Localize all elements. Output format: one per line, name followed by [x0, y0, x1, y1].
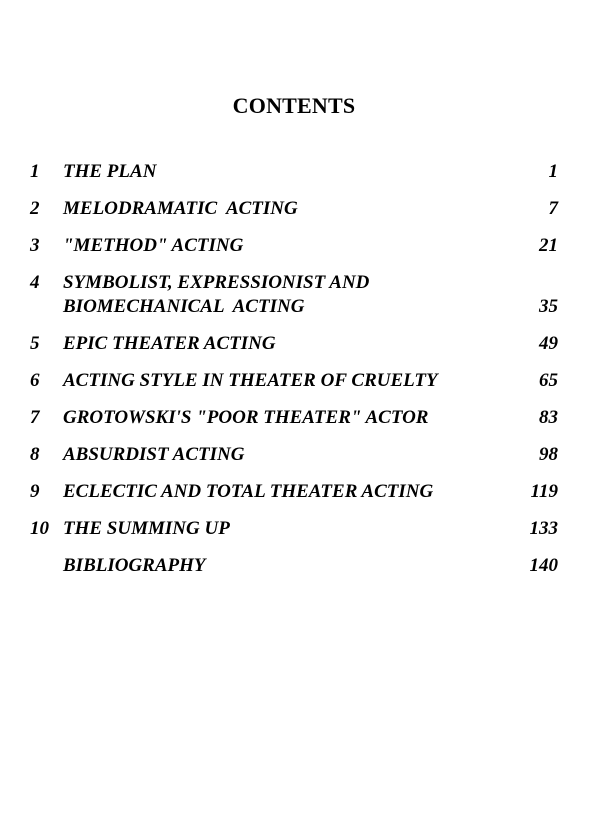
- chapter-number: 1: [30, 161, 40, 182]
- toc-entry: [30, 517, 558, 541]
- page-number: 49: [539, 333, 558, 354]
- chapter-title-line: THE PLAN: [63, 161, 157, 182]
- page-number: 7: [548, 198, 558, 219]
- chapter-number: 3: [30, 235, 40, 256]
- page-number: 83: [539, 407, 558, 428]
- chapter-number: 2: [30, 198, 40, 219]
- toc-entry: [30, 480, 558, 504]
- chapter-title: [63, 480, 528, 504]
- chapter-title-line: ABSURDIST ACTING: [63, 444, 245, 465]
- toc-entry: [30, 234, 558, 258]
- chapter-title-line: BIBLIOGRAPHY: [63, 555, 206, 576]
- page-number: 1: [548, 161, 558, 182]
- chapter-number: 10: [30, 518, 49, 539]
- chapter-title-line: GROTOWSKI'S "POOR THEATER" ACTOR: [63, 407, 429, 428]
- page-number: 35: [539, 296, 558, 317]
- page-number: 65: [539, 370, 558, 391]
- toc-entry: [30, 197, 558, 221]
- chapter-title: [63, 369, 528, 393]
- chapter-number: 7: [30, 407, 40, 428]
- toc-entry: [30, 554, 558, 578]
- chapter-title: [63, 554, 528, 578]
- chapter-title-line: EPIC THEATER ACTING: [63, 333, 276, 354]
- chapter-title-line: MELODRAMATIC ACTING: [63, 198, 298, 219]
- toc-entry: [30, 160, 558, 184]
- toc-entry: [30, 332, 558, 356]
- chapter-title: [63, 406, 528, 430]
- chapter-title: [63, 517, 528, 541]
- chapter-title-line: SYMBOLIST, EXPRESSIONIST AND: [63, 272, 370, 293]
- chapter-title-line: "METHOD" ACTING: [63, 235, 244, 256]
- toc-entry: [30, 406, 558, 430]
- chapter-title: [63, 443, 528, 467]
- page-number: 133: [529, 518, 558, 539]
- chapter-title: [63, 271, 528, 319]
- chapter-title: [63, 160, 528, 184]
- chapter-title: [63, 234, 528, 258]
- toc-entry: [30, 271, 558, 319]
- chapter-title: [63, 197, 528, 221]
- chapter-title: [63, 332, 528, 356]
- chapter-number: 9: [30, 481, 40, 502]
- chapter-number: 8: [30, 444, 40, 465]
- page-number: 21: [539, 235, 558, 256]
- contents-heading: CONTENTS: [232, 93, 356, 118]
- page-number: 140: [529, 555, 558, 576]
- chapter-title-line: ACTING STYLE IN THEATER OF CRUELTY: [63, 370, 438, 391]
- chapter-title-line: BIOMECHANICAL ACTING: [63, 296, 305, 317]
- chapter-number: 5: [30, 333, 40, 354]
- chapter-title-line: ECLECTIC AND TOTAL THEATER ACTING: [63, 481, 434, 502]
- toc-entry: [30, 443, 558, 467]
- page-number: 98: [539, 444, 558, 465]
- chapter-title-line: THE SUMMING UP: [63, 518, 230, 539]
- chapter-number: 4: [30, 272, 40, 293]
- toc-entry: [30, 369, 558, 393]
- table-of-contents: [30, 160, 558, 591]
- chapter-number: 6: [30, 370, 40, 391]
- page-number: 119: [530, 481, 558, 502]
